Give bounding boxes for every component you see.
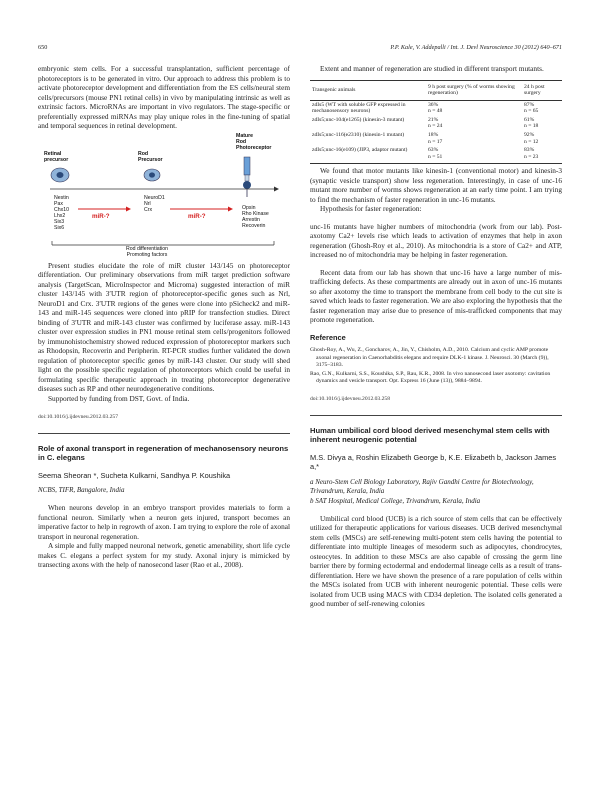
stage2-gene-list: NeuroD1 Nrl Crx (144, 194, 165, 213)
hypothesis-quote: unc-16 mutants have higher numbers of mitochondria (work from our lab). Post-axotomy Ca2+ levels rise which leads to activation of enzymes that help in axon regeneration (Ghosh-Roy et al., 2010). As mitochondria is a store of Ca2+ and ATP, increased no of mitochondria may be helping in faster regeneration. (310, 221, 562, 260)
stage1-gene-list: Nestin Pax Chx10 Lhx2 Six3 Six6 (54, 194, 69, 231)
article3-paragraph-1: Umbilical cord blood (UCB) is a rich source of stem cells that can be effectively utilized for therapeutic applications for various diseases. UCB derived mesenchymal stem cells (MSCs) are self-renewing multi-potent stem cells having the potential to differentiate into multiple lineages of mesoderm such as adipocytes, chondrocytes, osteocytes. In addition to these MSCs are also capable of crossing the germ line barrier there by forming ectodermal and endodermal lineage cells as a result of trans-differentiation. Here we have shown the presence of a rare population of cells within the MSCs isolated from UCB with inherent neurogenic potential. These cells were isolated from UCB using MACS with CD34 depletion. The isolated cells generated a good number of self-renewing colonies (310, 513, 562, 609)
article3-affiliation-b: b SAT Hospital, Medical College, Trivandrum, Kerala, India (310, 496, 481, 505)
recent-data-paragraph: Recent data from our lab has shown that unc-16 have a large number of mis-trafficking defects. As these compartments are already out in axon of unc-16 mutants so after axotomy the time to transport the membrane from cell body to the cut site is saved which leads to faster regeneration. We are also exploring the hypothesis that the faster regeneration may arise due to presence of mis-trafficked components that may promote regeneration. (310, 267, 562, 325)
table-cell: 61% n = 18 (524, 116, 539, 130)
table-cell: zdIs5;unc-104(e1265) (kinesin-3 mutant) (312, 116, 405, 123)
article3-affiliation-a: a Neuro-Stem Cell Biology Laboratory, Rajiv Gandhi Centre for Biotechnology, Trivandrum, Kerala, India (310, 477, 534, 495)
page-header (38, 44, 562, 56)
stage3-gene-list: Opsin Rho Kinase Arrestin Recoverin (242, 204, 269, 229)
rod-differentiation-figure (38, 132, 290, 258)
results-paragraph: Present studies elucidate the role of miR cluster 143/145 on photoreceptor differentiation. Our preliminary observations from miR target prediction software analysis (TargetScan, MicroInspector and Microma) suggested interaction of miR cluster 143/145 with 3′UTR region of photoreceptor-specific genes such as Nrl, NeuroD1 and Crx. 3′UTR regions of the genes were clone into pSicheck2 and miR-143 and miR-145 sequences were cloned into pRIP for transfection studies. Direct binding of 3′UTR and miR-143 cluster was confirmed by luciferase assay. miR-143 cluster over expression studies in PN1 mouse retinal stem cells/progenitors followed by immunohistochemistry showed reduced expression of photoreceptor markers such as Rhodopsin, Recoverin and Peripherin. RT-PCR studies further validated the down regulation of photoreceptor specific genes by miR-143 cluster. Our study will shed light on the possible specific regulation of photoreceptors which could be useful in formulating specific therapeutic approach in treating photoreceptor degenerative diseases such as RP and other neurodegenerative conditions. (38, 260, 290, 393)
table-cell: 18% n = 17 (428, 132, 443, 145)
figure-footer-label: Rod differentiation Promoting factors (126, 245, 169, 258)
article2-paragraph-1: When neurons develop in an embryo transport provides materials to form a functional neuron. Similarly when a neuron gets injured, transport becomes an imperative factor to help in regrowth of axon. I am trying to explore the role of axonal transport in neuronal regeneration. (38, 503, 290, 541)
article2-title: Role of axonal transport in regeneration of mechanosensory neurons in C. elegans (38, 443, 289, 462)
table-row (310, 131, 562, 146)
table-cell: 83% n = 23 (522, 146, 562, 164)
right-column (310, 64, 562, 609)
hypothesis-heading: Hypothesis for faster regeneration: (320, 204, 422, 214)
table-cell: 36% n = 48 (428, 101, 443, 115)
reference-list (310, 347, 562, 385)
reference-item: Ghosh-Roy, A., Wu, Z., Goncharov, A., Jin, Y., Chisholm, A.D., 2010. Calcium and cyclic AMP promote axonal regeneration in Caenorhabditis elegans and require DLK-1 kinase. J. Neurosci. 30 (March (9)), 3175–3183. (310, 347, 549, 368)
article-divider (38, 433, 290, 434)
reference-heading: Reference (310, 332, 346, 342)
table-cell: 21% n = 24 (428, 116, 443, 130)
stage-retinal-precursor-label: Retinal precursor (44, 150, 69, 163)
regeneration-table (310, 80, 562, 165)
table-header-cell: 24 h post surgery (522, 80, 562, 100)
table-row (310, 146, 562, 164)
doi-article1[interactable]: doi:10.1016/j.ijdevneu.2012.03.257 (38, 414, 119, 420)
article2-authors: Seema Sheoran *, Sucheta Kulkarni, Sandhya P. Koushika (38, 470, 231, 480)
intro-paragraph: embryonic stem cells. For a successful transplantation, sufficient percentage of photoreceptors is to be generated in vitro. Our approach to address this problem is to activate photoreceptor development and differentiation from the ES cells/neural stem cells/precursors (mouse PN1 retinal cells) in vivo by manipulating intrinsic as well as extrinsic factors. MicroRNAs are important in vivo regulators. The stage-specific or preferentially expressed miRNAs may play unique roles in the fine-tuning of spatial and temporal sequences in retinal development. (38, 64, 290, 130)
doi-article2[interactable]: doi:10.1016/j.ijdevneu.2012.03.258 (310, 396, 391, 403)
article3-authors: M.S. Divya a, Roshin Elizabeth George b, K.E. Elizabeth b, Jackson James a,* (310, 452, 557, 472)
table-cell: 87% n = 65 (524, 101, 539, 115)
table-row (310, 100, 562, 116)
table-header-row (310, 80, 562, 100)
table-row (310, 116, 562, 131)
table-header-cell: Transgenic animals (310, 80, 426, 100)
funding-statement: Supported by funding from DST, Govt. of India. (48, 393, 190, 403)
article-divider (310, 415, 562, 416)
left-column (38, 64, 290, 570)
transport-mutants-paragraph: Extent and manner of regeneration are studied in different transport mutants. (320, 64, 544, 73)
stage-rod-precursor-label: Rod Precursor (138, 150, 163, 163)
mirna-label-2: miR-? (188, 212, 206, 220)
table-cell: 63% n = 51 (426, 146, 522, 164)
table-cell: zdIs5 (WT with soluble GFP expressed in mechanosensory neurons) (312, 101, 406, 115)
article2-affiliation: NCBS, TIFR, Bangalore, India (38, 486, 125, 494)
article3-title: Human umbilical cord blood derived mesenchymal stem cells with inherent neurogenic potential (310, 425, 550, 445)
table-cell: zdIs5;unc-116(e2310) (kinesin-1 mutant) (312, 132, 405, 139)
findings-paragraph: We found that motor mutants like kinesin-1 (conventional motor) and kinesin-3 (synaptic vesicle transport) show less regeneration. Interestingly, in case of unc-16 mutant more number of worms shows regeneration at an early time point. I am trying to find the mechanism of faster regeneration in unc-16 mutants. (310, 166, 562, 204)
table-header-cell: 9 h post surgery (% of worms showing regeneration) (426, 80, 522, 100)
stage-mature-rod-label: Mature Rod Photoreceptor (236, 132, 272, 151)
table-cell: 92% n = 12 (524, 132, 539, 145)
page-number: 650 (38, 44, 48, 51)
running-head: P.P. Kale, V. Addepalli / Int. J. Devl Neuroscience 30 (2012) 640–671 (390, 44, 562, 51)
article2-paragraph-2: A simple and fully mapped neuronal network, genetic amenability, short life cycle makes C. elegans a perfect system for my study. Axonal injury is mimicked by transecting axons with the help of nanosecond laser (Rao et al., 2008). (38, 541, 290, 569)
table-cell: zdIs5;unc-16(e109) (JIP3, adaptor mutant) (310, 146, 426, 164)
reference-item: Rao, G.N., Kulkarni, S.S., Koushika, S.P., Rau, K.R., 2008. In vivo nanosecond laser axotomy: cavitation dynamics and vesicle transport. Opt. Express 16 (June (13)), 9884–9894. (310, 371, 551, 385)
mirna-label-1: miR-? (92, 212, 110, 220)
